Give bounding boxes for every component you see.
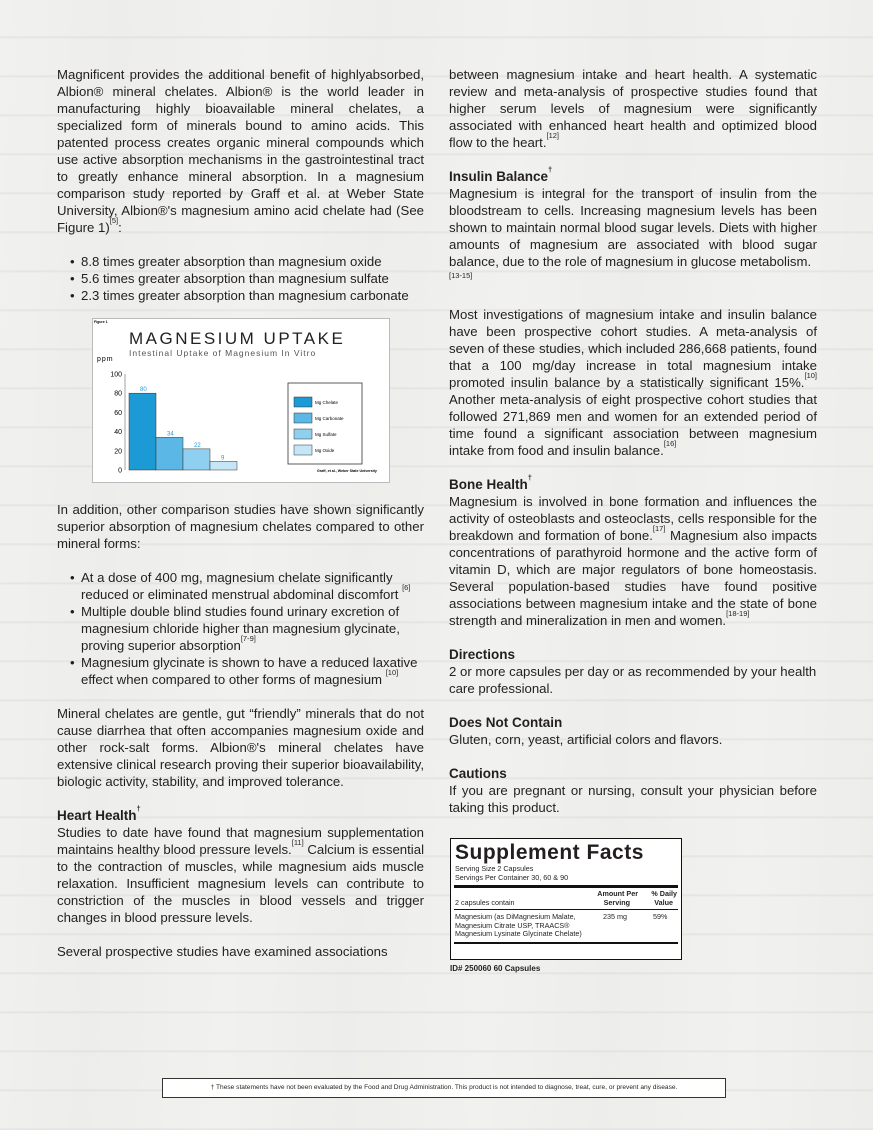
supplement-facts-title: Supplement Facts [455, 841, 644, 864]
heart-health-continuation: between magnesium intake and heart health. A systematic review and meta-analysis of prospective studies found that higher serum levels of magnesium were significantly associated with enhanced heart health and optimized blood flow to the heart.[12] [449, 67, 817, 150]
cautions-heading: Cautions [449, 766, 507, 781]
chart-svg [93, 319, 389, 482]
absorption-bullet-list [57, 253, 424, 304]
supplement-facts-panel [450, 838, 682, 960]
ingredient-amount: 235 mg [603, 912, 627, 921]
ingredient-line-3: Magnesium Lysinate Glycinate Chelate) [455, 929, 582, 938]
insulin-paragraph-2: Most investigations of magnesium intake and insulin balance have been prospective cohort studies. A meta-analysis of seven of these studies, which included 286,668 patients, found that a 100 mg/day increase in total magnesium intake promoted insulin balance by a statistically significant 15%.[10] Another meta-analysis of eight prospective cohort studies that followed 271,869 men and women for an extended period of time found a significant association between magnesium intake from food and insulin balance.[16] [449, 307, 817, 458]
contain-label: 2 capsules contain [455, 898, 515, 907]
heart-health-heading: Heart Health† [57, 804, 141, 823]
amount-header-2: Serving [603, 898, 630, 907]
ingredient-line-2: Magnesium Citrate USP, TRAACS® [455, 920, 570, 930]
magnesium-uptake-chart [92, 318, 390, 483]
figure-label: Figure 1 [94, 320, 108, 324]
bar-value-label: 80 [140, 387, 147, 394]
fda-disclaimer: † These statements have not been evaluated by the Food and Drug Administration. This product is not intended to diagnose, treat, cure, or prevent any disease. [162, 1078, 726, 1098]
y-tick-label: 20 [114, 448, 122, 456]
legend-label: Mg Sulfate [315, 432, 337, 437]
left-column [57, 66, 424, 960]
bar-value-label: 34 [167, 431, 174, 438]
legend-label: Mg Oxide [315, 448, 335, 453]
does-not-contain-heading: Does Not Contain [449, 715, 563, 730]
servings-per-container: Servings Per Container 30, 60 & 90 [455, 872, 569, 882]
y-tick-label: 60 [114, 409, 122, 417]
list-item: • 2.3 times greater absorption than magnesium carbonate [57, 287, 424, 304]
chelates-paragraph: Mineral chelates are gentle, gut “friendly” minerals that do not cause diarrhea that often accompanies magnesium oxide and other rock-salt forms. Albion®'s mineral chelates have extensive clinical research proving their superior bioavailability, biologic activity, stability, and improved tolerance. [57, 706, 424, 789]
serving-size: Serving Size 2 Capsules [455, 864, 534, 873]
ingredient-line-1: Magnesium (as DiMagnesium Malate, [455, 912, 576, 921]
bone-paragraph: Magnesium is involved in bone formation and influences the activity of osteoblasts and osteoclasts, cells responsible for the breakdown and formation of bone.[17] Magnesium also impacts concentrations of parathyroid hormone and the active form of vitamin D, which are major regulators of bone homeostasis. Several population-based studies have found positive associations between magnesium intake and the state of bone strength and mineralization in men and women.[18-19] [449, 494, 817, 628]
intro-paragraph: Magnificent provides the additional benefit of highlyabsorbed, Albion® mineral chelates. Albion® is the world leader in manufacturing highly bioavailable mineral chelates, a specialized form of minerals bound to amino acids. This patented process creates organic mineral compounds which use active absorption mechanisms in the gastrointestinal tract to greatly enhance mineral absorption. In a magnesium comparison study reported by Graff et al. at Weber State University, Albion®'s magnesium amino acid chelate had (See Figure 1)[5]: [57, 67, 424, 235]
divider [454, 909, 678, 910]
chart-legend [288, 383, 362, 464]
y-tick-label: 80 [114, 390, 122, 398]
bottom-divider [454, 942, 678, 944]
heart-health-paragraph: Studies to date have found that magnesium supplementation maintains healthy blood pressure levels.[11] Calcium is essential to the contraction of muscles, while magnesium aids muscle relaxation. Insufficient magnesium levels can contribute to constriction of the muscles in blood vessels and trigger changes in blood pressure levels. [57, 825, 424, 925]
dv-header-1: % Daily [651, 889, 677, 898]
y-tick-label: 40 [114, 429, 122, 437]
facts-header-row [451, 890, 681, 908]
y-tick-label: 0 [118, 467, 122, 475]
legend-label: Mg Chelate [315, 400, 339, 405]
y-tick-label: 100 [110, 371, 122, 379]
legend-swatch [294, 413, 312, 423]
bone-health-heading: Bone Health† [449, 473, 532, 492]
directions-text: 2 or more capsules per day or as recommended by your health care professional. [449, 664, 817, 696]
list-item: • At a dose of 400 mg, magnesium chelate significantly reduced or eliminated menstrual abdominal discomfort [6] [57, 569, 424, 603]
cautions-text: If you are pregnant or nursing, consult your physician before taking this product. [449, 783, 817, 815]
chart-subtitle: Intestinal Uptake of Magnesium In Vitro [129, 348, 317, 358]
thick-divider [454, 885, 678, 888]
insulin-balance-heading: Insulin Balance† [449, 165, 553, 184]
list-item: • 5.6 times greater absorption than magnesium sulfate [57, 270, 424, 287]
list-item: • 8.8 times greater absorption than magnesium oxide [57, 253, 424, 270]
bar-mg-chelate [129, 393, 156, 470]
list-item: • Magnesium glycinate is shown to have a reduced laxative effect when compared to other forms of magnesium [10] [57, 654, 424, 688]
bar-value-label: 22 [194, 442, 201, 449]
ingredient-row [451, 911, 681, 939]
legend-label: Mg Carbonate [315, 416, 344, 421]
legend-swatch [294, 429, 312, 439]
bar-value-label: 9 [221, 455, 225, 462]
directions-heading: Directions [449, 647, 516, 662]
ingredient-dv: 59% [653, 912, 668, 921]
product-id: ID# 250060 60 Capsules [450, 964, 541, 973]
list-item: • Multiple double blind studies found urinary excretion of magnesium chloride higher than magnesium glycinate, proving superior absorption[7-9] [57, 603, 424, 654]
chart-source: Graff, et al., Weber State University [317, 469, 377, 473]
bars [129, 387, 237, 470]
y-axis-label: ppm [97, 356, 114, 363]
legend-swatch [294, 445, 312, 455]
bar-mg-oxide [210, 461, 237, 470]
amount-header-1: Amount Per [597, 889, 638, 898]
legend-swatch [294, 397, 312, 407]
comparison-bullet-list [57, 569, 424, 688]
comparison-paragraph: In addition, other comparison studies have shown significantly superior absorption of magnesium chelates compared to other mineral forms: [57, 502, 424, 551]
does-not-contain-text: Gluten, corn, yeast, artificial colors and flavors. [449, 732, 723, 747]
y-ticks [110, 372, 125, 475]
heart-health-paragraph-2: Several prospective studies have examined associations [57, 944, 388, 959]
right-column [449, 66, 817, 816]
chart-title: MAGNESIUM UPTAKE [129, 329, 346, 348]
bar-mg-carbonate [156, 437, 183, 470]
bar-mg-sulfate [183, 449, 210, 470]
insulin-paragraph: Magnesium is integral for the transport of insulin from the bloodstream to cells. Increasing magnesium levels has been shown to maintain normal blood sugar levels. Diets with higher amounts of magnesium are associated with blood sugar balance, due to the role of magnesium in glucose metabolism. [13-15] [449, 186, 817, 280]
dv-header-2: Value [654, 898, 673, 907]
